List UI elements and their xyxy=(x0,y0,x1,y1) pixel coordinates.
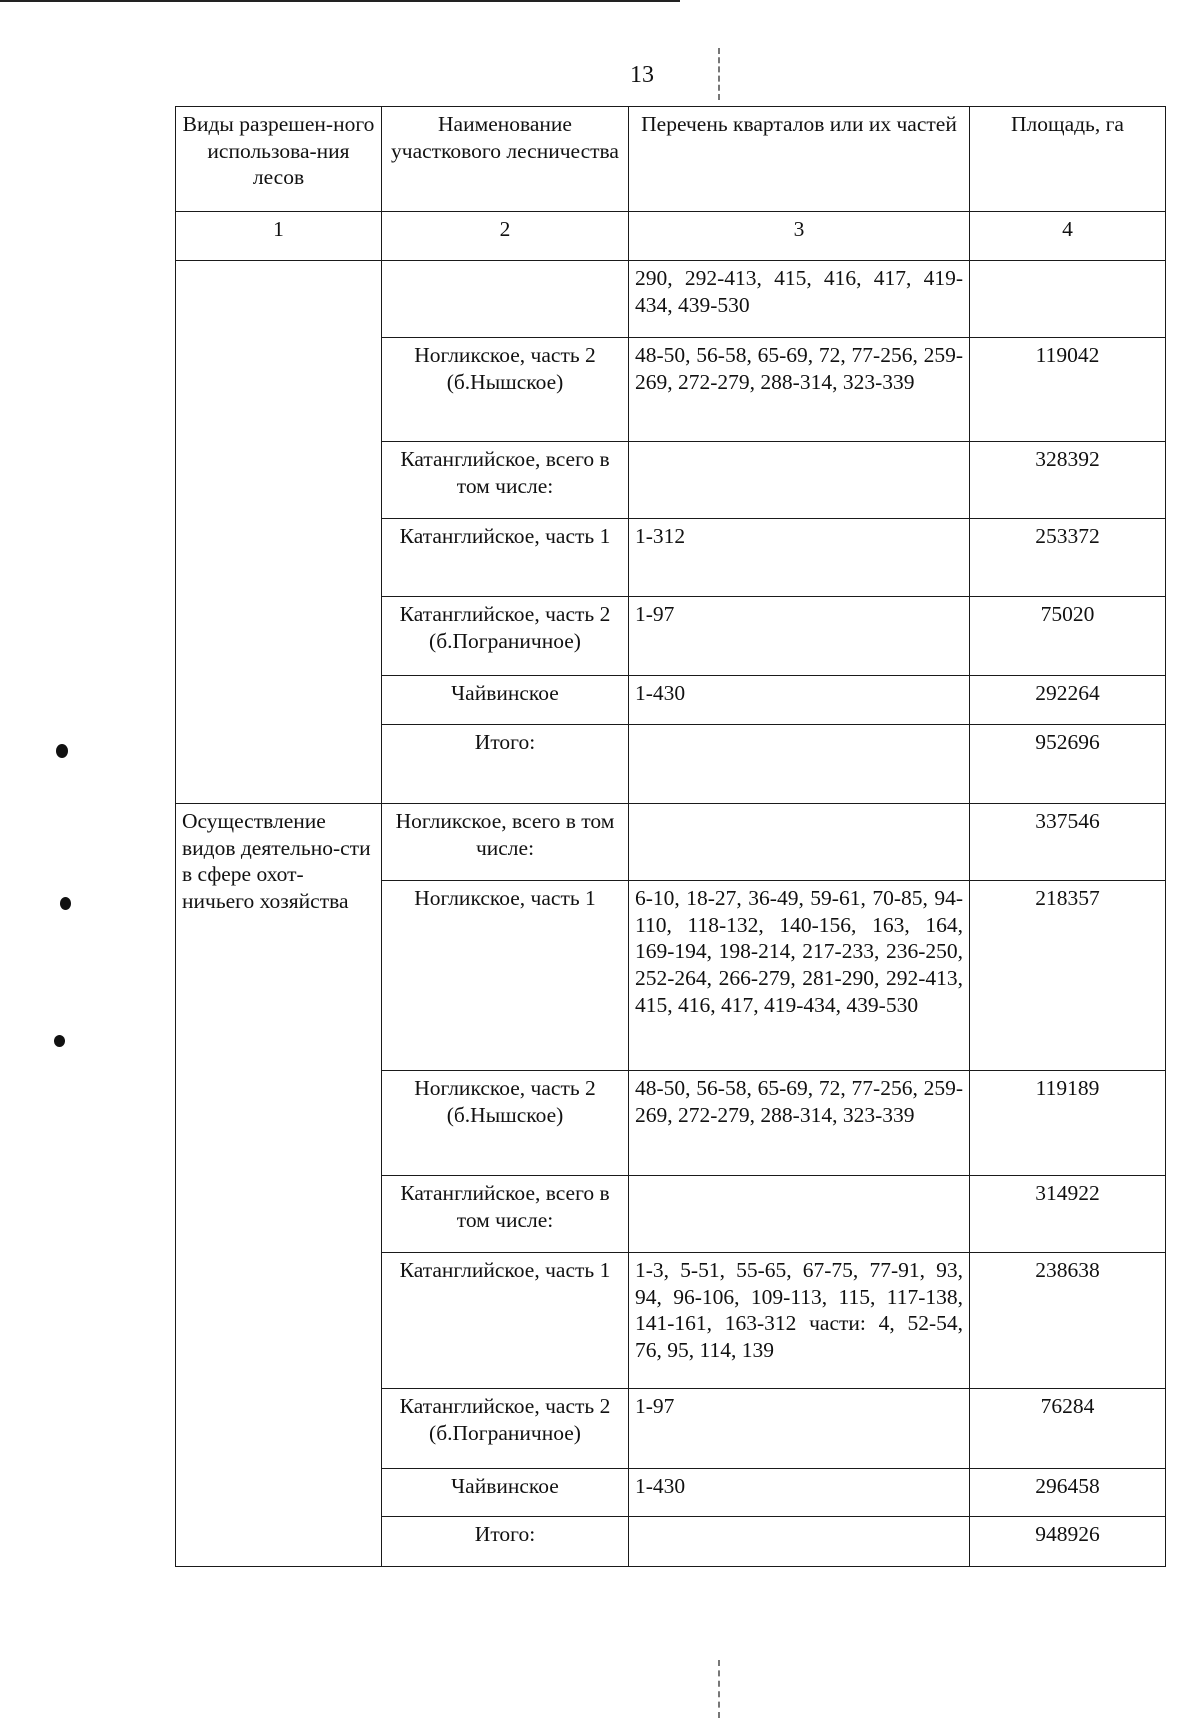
use-type-cell xyxy=(176,261,382,804)
area-cell: 337546 xyxy=(970,804,1166,881)
quarters-cell: 290, 292-413, 415, 416, 417, 419-434, 439-530 xyxy=(629,261,970,338)
area-cell: 119042 xyxy=(970,338,1166,442)
area-cell: 314922 xyxy=(970,1176,1166,1253)
area-cell: 76284 xyxy=(970,1389,1166,1469)
header-cell: Наименование участкового лесничества xyxy=(382,107,629,212)
quarters-cell: 1-3, 5-51, 55-65, 67-75, 77-91, 93, 94, 96-106, 109-113, 115, 117-138, 141-161, 163-312 части: 4, 52-54, 76, 95, 114, 139 xyxy=(629,1253,970,1389)
quarters-cell: 48-50, 56-58, 65-69, 72, 77-256, 259-269, 272-279, 288-314, 323-339 xyxy=(629,1071,970,1176)
quarters-cell: 1-430 xyxy=(629,1469,970,1517)
forestry-name-cell: Чайвинское xyxy=(382,1469,629,1517)
scan-fold-line xyxy=(718,48,720,100)
area-cell: 238638 xyxy=(970,1253,1166,1389)
quarters-cell xyxy=(629,1517,970,1567)
area-cell: 328392 xyxy=(970,442,1166,519)
forestry-name-cell: Ногликское, всего в том числе: xyxy=(382,804,629,881)
top-rule xyxy=(0,0,680,2)
area-cell: 253372 xyxy=(970,519,1166,597)
column-number: 4 xyxy=(970,212,1166,261)
punch-speck xyxy=(56,744,68,758)
forestry-name-cell: Катанглийское, часть 1 xyxy=(382,519,629,597)
area-cell: 119189 xyxy=(970,1071,1166,1176)
header-cell: Площадь, га xyxy=(970,107,1166,212)
quarters-cell: 1-312 xyxy=(629,519,970,597)
quarters-cell: 6-10, 18-27, 36-49, 59-61, 70-85, 94-110, 118-132, 140-156, 163, 164, 169-194, 198-214, 217-233, 236-250, 252-264, 266-279, 281-290, 292-413, 415, 416, 417, 419-434, 439-530 xyxy=(629,881,970,1071)
quarters-cell: 1-97 xyxy=(629,1389,970,1469)
table-row xyxy=(176,804,1166,881)
quarters-cell xyxy=(629,725,970,804)
forest-use-table xyxy=(175,106,1166,1567)
quarters-cell: 48-50, 56-58, 65-69, 72, 77-256, 259-269, 272-279, 288-314, 323-339 xyxy=(629,338,970,442)
forestry-name-cell: Итого: xyxy=(382,1517,629,1567)
forestry-name-cell: Катанглийское, всего в том числе: xyxy=(382,442,629,519)
column-number-row xyxy=(176,212,1166,261)
forestry-name-cell: Катанглийское, часть 2 (б.Пограничное) xyxy=(382,597,629,676)
quarters-cell xyxy=(629,1176,970,1253)
area-cell: 296458 xyxy=(970,1469,1166,1517)
quarters-cell xyxy=(629,442,970,519)
area-cell: 948926 xyxy=(970,1517,1166,1567)
forestry-name-cell: Ногликское, часть 2 (б.Нышское) xyxy=(382,338,629,442)
area-cell: 218357 xyxy=(970,881,1166,1071)
area-cell: 75020 xyxy=(970,597,1166,676)
header-cell: Перечень кварталов или их частей xyxy=(629,107,970,212)
page-number: 13 xyxy=(630,62,654,88)
area-cell: 952696 xyxy=(970,725,1166,804)
quarters-cell xyxy=(629,804,970,881)
area-cell: 292264 xyxy=(970,676,1166,725)
quarters-cell: 1-97 xyxy=(629,597,970,676)
column-number: 1 xyxy=(176,212,382,261)
column-number: 2 xyxy=(382,212,629,261)
table-row xyxy=(176,261,1166,338)
header-row xyxy=(176,107,1166,212)
punch-speck xyxy=(60,897,71,910)
forestry-name-cell: Ногликское, часть 1 xyxy=(382,881,629,1071)
forestry-name-cell: Чайвинское xyxy=(382,676,629,725)
forestry-name-cell: Ногликское, часть 2 (б.Нышское) xyxy=(382,1071,629,1176)
scan-fold-line xyxy=(718,1660,720,1718)
forestry-name-cell xyxy=(382,261,629,338)
quarters-cell: 1-430 xyxy=(629,676,970,725)
forestry-name-cell: Катанглийское, часть 1 xyxy=(382,1253,629,1389)
column-number: 3 xyxy=(629,212,970,261)
forestry-name-cell: Катанглийское, часть 2 (б.Пограничное) xyxy=(382,1389,629,1469)
header-cell: Виды разрешен-ного использова-ния лесов xyxy=(176,107,382,212)
area-cell xyxy=(970,261,1166,338)
forestry-name-cell: Итого: xyxy=(382,725,629,804)
use-type-cell: Осуществление видов деятельно-сти в сфере охот-ничьего хозяйства xyxy=(176,804,382,1567)
punch-speck xyxy=(54,1035,65,1047)
forestry-name-cell: Катанглийское, всего в том числе: xyxy=(382,1176,629,1253)
